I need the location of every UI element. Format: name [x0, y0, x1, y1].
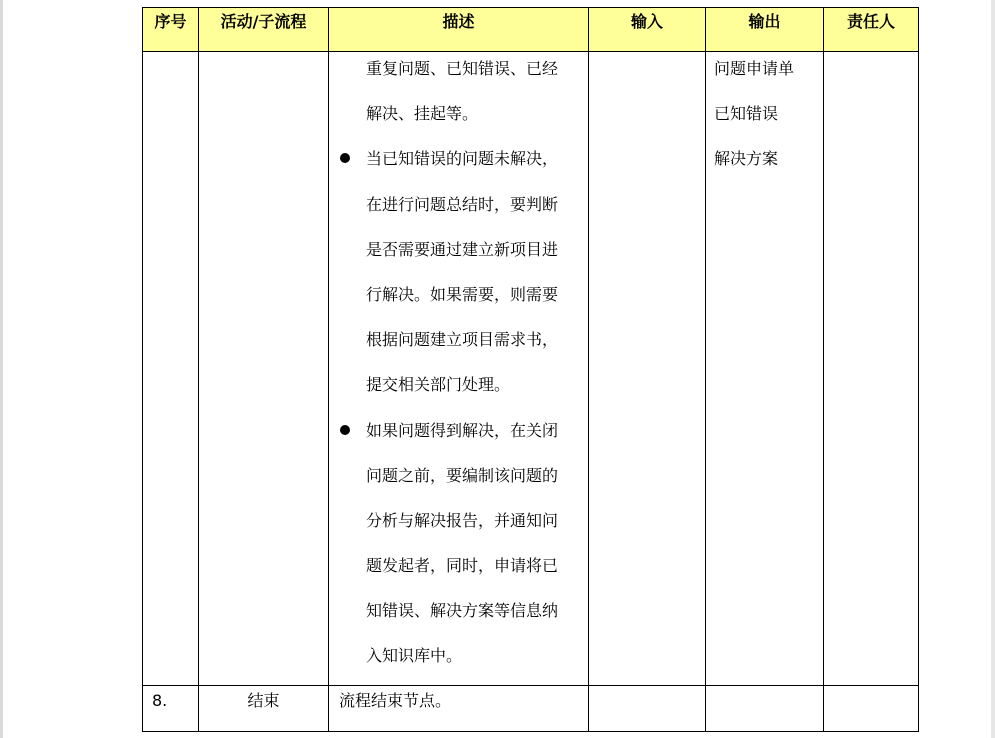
description-line — [329, 97, 588, 142]
description-line-text: 提交相关部门处理。 — [366, 375, 511, 395]
header-input: 输入 — [589, 8, 706, 52]
page-right-edge — [991, 0, 995, 738]
header-description: 描述 — [329, 8, 589, 52]
description-line-text: 问题之前，要编制该问题的 — [366, 465, 559, 485]
description-line — [329, 233, 588, 278]
description-line-text: 题发起者，同时，申请将已 — [366, 556, 559, 576]
header-owner: 责任人 — [824, 8, 919, 52]
description-line-text: 解决、挂起等。 — [366, 104, 479, 124]
description-line — [329, 549, 588, 594]
table-row — [143, 52, 919, 686]
cell-activity — [199, 52, 329, 686]
cell-owner — [824, 52, 919, 686]
description-line — [329, 368, 588, 413]
description-line-text: 分析与解决报告，并通知问 — [366, 510, 559, 530]
description-line-text: 在进行问题总结时，要判断 — [366, 194, 559, 214]
header-activity: 活动/子流程 — [199, 8, 329, 52]
end-row-activity: 结束 — [199, 685, 329, 731]
end-row-input — [589, 685, 706, 731]
description-line — [329, 414, 588, 459]
cell-output — [706, 52, 824, 686]
cell-number — [143, 52, 199, 686]
description-line — [329, 278, 588, 323]
header-number: 序号 — [143, 8, 199, 52]
description-line-text: 重复问题、已知错误、已经 — [366, 59, 559, 78]
cell-description — [329, 52, 589, 686]
bullet-icon — [340, 153, 350, 163]
description-line-text: 根据问题建立项目需求书， — [366, 330, 559, 350]
description-line — [329, 459, 588, 504]
description-line — [329, 52, 588, 97]
description-line — [329, 188, 588, 233]
description-line — [329, 142, 588, 187]
table-row — [143, 685, 919, 731]
end-row-output — [706, 685, 824, 731]
output-item: 解决方案 — [714, 149, 779, 168]
end-row-owner — [824, 685, 919, 731]
description-list — [329, 52, 588, 685]
end-row-number: 8. — [143, 685, 199, 731]
description-line-text: 入知识库中。 — [366, 646, 463, 666]
header-output: 输出 — [706, 8, 824, 52]
description-line — [329, 639, 588, 684]
output-item: 问题申请单 — [714, 59, 795, 78]
process-table — [142, 7, 919, 732]
end-row-description: 流程结束节点。 — [329, 685, 589, 731]
description-line-text: 行解决。如果需要，则需要 — [366, 284, 559, 304]
description-line-text: 当已知错误的问题未解决， — [366, 149, 559, 169]
description-line-text: 是否需要通过建立新项目进 — [366, 239, 559, 259]
bullet-icon — [340, 425, 350, 435]
table-header-row — [143, 8, 919, 52]
output-item: 已知错误 — [714, 104, 779, 123]
description-line — [329, 594, 588, 639]
output-list — [706, 52, 823, 187]
cell-input — [589, 52, 706, 686]
page-left-edge — [0, 0, 3, 738]
description-line — [329, 323, 588, 368]
description-line-text: 知错误、解决方案等信息纳 — [366, 601, 559, 621]
description-line-text: 如果问题得到解决，在关闭 — [366, 420, 559, 440]
description-line — [329, 504, 588, 549]
